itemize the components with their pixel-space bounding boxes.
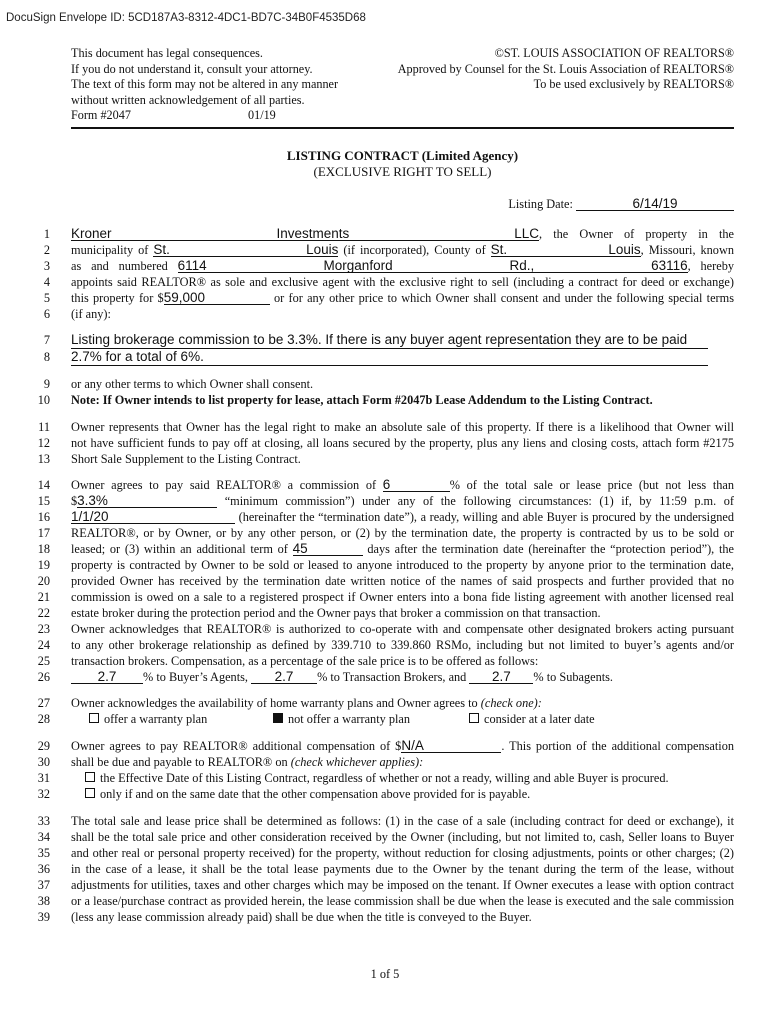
special-terms-line-2	[71, 349, 734, 366]
body-line: Short Sale Supplement to the Listing Contract.	[71, 452, 301, 466]
line-number: 32	[37, 787, 50, 801]
additional-compensation-field[interactable]: N/A	[401, 739, 501, 753]
text-segment: , hereby	[687, 259, 734, 273]
protection-period-line	[71, 541, 734, 557]
warranty-option-label: offer a warranty plan	[104, 712, 208, 726]
line-number: 28	[37, 712, 50, 726]
form-number-line	[71, 108, 338, 124]
municipality-line	[71, 242, 734, 258]
document-subtitle: (EXCLUSIVE RIGHT TO SELL)	[313, 164, 492, 179]
price-field[interactable]: 59,000	[164, 291, 270, 305]
form-date: 01/19	[248, 108, 276, 123]
termination-date-line	[71, 509, 734, 525]
text-segment: or for any other price to which Owner shall consent and under the following special terms	[273, 291, 734, 305]
listing-date-line	[71, 196, 734, 212]
minimum-commission-line	[71, 493, 734, 509]
body-line: Owner represents that Owner has the legal right to make an absolute sale of this property. If there is a likelihood that Owner will	[71, 420, 734, 434]
address-line	[71, 258, 734, 274]
payable-option-label: only if and on the same date that the other compensation above provided for is payable.	[100, 787, 531, 801]
body-line: or any other terms to which Owner shall consent.	[71, 377, 314, 391]
special-terms-field-2[interactable]: 2.7% for a total of 6%.	[71, 349, 708, 366]
disclaimer-line: If you do not understand it, consult your attorney.	[71, 61, 313, 76]
line-number: 11	[38, 420, 50, 434]
disclaimer-line: This document has legal consequences.	[71, 46, 263, 60]
body-line: to any other brokerage relationship as defined by 339.710 to 339.860 RSMo, including but not limited to buyer’s agents and/or	[71, 638, 734, 652]
text-segment: days after the termination date (hereinafter the “protection period”), the	[367, 542, 735, 556]
line-number: 37	[37, 878, 50, 892]
county-field[interactable]: St. Louis	[490, 242, 641, 257]
warranty-intro-line	[71, 695, 734, 711]
body-line: Owner acknowledges that REALTOR® is authorized to co-operate with and compensate other designated brokers acting pursuant	[71, 622, 734, 636]
line-number: 33	[37, 814, 50, 828]
body-line: (less any lease commission already paid) shall be due when the title is conveyed to the Buyer.	[71, 910, 532, 924]
disclaimer-line: without written acknowledgement of all parties.	[71, 92, 305, 107]
body-line: and other real or personal property received) for the property, without reduction for closing adjustments, points or other charges; (2)	[71, 846, 734, 860]
line-number: 22	[37, 606, 50, 620]
protection-days-field[interactable]: 45	[293, 542, 363, 556]
line-number: 36	[37, 862, 50, 876]
transaction-broker-pct-field[interactable]: 2.7	[251, 670, 317, 684]
header-association	[398, 46, 734, 93]
text-segment: $	[71, 494, 78, 508]
minimum-commission-field[interactable]: 3.3%	[77, 494, 217, 508]
text-segment: (check one):	[480, 696, 542, 710]
line-number: 14	[37, 478, 50, 492]
text-segment: . This portion of the additional compensation	[501, 739, 734, 753]
warranty-option-label: consider at a later date	[484, 712, 595, 726]
line-number: 27	[37, 696, 50, 710]
association-line: To be used exclusively by REALTORS®	[533, 77, 734, 92]
association-line: Approved by Counsel for the St. Louis Association of REALTORS®	[397, 61, 734, 76]
subagent-pct-field[interactable]: 2.7	[469, 670, 533, 684]
line-number: 9	[43, 377, 50, 391]
municipality-field[interactable]: St. Louis	[153, 242, 339, 257]
line-number: 1	[43, 227, 50, 241]
line-number: 2	[43, 243, 50, 257]
price-line	[71, 290, 734, 306]
text-segment: % to Subagents.	[533, 670, 613, 684]
text-segment: (hereinafter the “termination date”), a ready, willing and able Buyer is procured by the undersigned	[238, 510, 734, 524]
listing-date-label: Listing Date:	[508, 197, 573, 211]
line-number: 38	[37, 894, 50, 908]
text-segment: % of the total sale or lease price (but not less than	[449, 478, 734, 492]
line-number: 6	[43, 307, 50, 321]
body-line: or a lease/purchase contract as provided herein, the lease commission shall be due when the lease is executed and the sale commission	[71, 894, 734, 908]
body-line: The total sale and lease price shall be determined as follows: (1) in the case of a sale (including contract for deed or exchange), it	[71, 814, 734, 828]
body-line: shall be the total sale price and other consideration received by the Owner (including, but not limited to, cash, Seller loans to Buyer	[71, 830, 734, 844]
line-number: 17	[37, 526, 50, 540]
line-number: 19	[37, 558, 50, 572]
line-number: 10	[37, 393, 50, 407]
text-segment: leased; or (3) within an additional term of	[71, 542, 288, 556]
text-segment: shall be due and payable to REALTOR® on	[71, 755, 288, 769]
checkbox-checked-icon[interactable]	[273, 713, 283, 723]
text-segment: , the Owner of property in the	[539, 227, 734, 241]
owner-line	[71, 226, 734, 242]
line-number: 35	[37, 846, 50, 860]
line-number: 18	[37, 542, 50, 556]
text-segment: as and numbered	[71, 259, 168, 273]
payable-option-label: the Effective Date of this Listing Contract, regardless of whether or not a ready, willing and able Buyer is procured.	[100, 771, 669, 785]
text-segment: Owner acknowledges the availability of home warranty plans and Owner agrees to	[71, 696, 478, 710]
address-field[interactable]: 6114 Morganford Rd., 63116	[177, 258, 688, 273]
owner-field[interactable]: Kroner Investments LLC	[71, 226, 539, 241]
checkbox-empty-icon[interactable]	[85, 788, 95, 798]
warranty-option-later[interactable]	[469, 711, 595, 727]
buyer-agent-pct-field[interactable]: 2.7	[71, 670, 143, 684]
warranty-option-label: not offer a warranty plan	[288, 712, 411, 726]
line-number: 21	[37, 590, 50, 604]
checkbox-empty-icon[interactable]	[89, 713, 99, 723]
special-terms-line-1	[71, 332, 734, 349]
body-line: appoints said REALTOR® as sole and exclusive agent with the exclusive right to sell (including a contract for deed or exchange)	[71, 275, 734, 289]
payable-option-effective-date[interactable]	[71, 770, 734, 786]
warranty-option-offer[interactable]	[89, 711, 207, 727]
text-segment: this property for $	[71, 291, 164, 305]
line-number: 30	[37, 755, 50, 769]
association-line: ©ST. LOUIS ASSOCIATION OF REALTORS®	[494, 46, 734, 60]
line-number: 20	[37, 574, 50, 588]
commission-line	[71, 477, 734, 493]
special-terms-field-1[interactable]: Listing brokerage commission to be 3.3%. If there is any buyer agent representation they are to be paid	[71, 332, 708, 349]
text-segment: % to Buyer’s Agents,	[143, 670, 248, 684]
listing-date-field[interactable]: 6/14/19	[576, 197, 734, 211]
envelope-id: DocuSign Envelope ID: 5CD187A3-8312-4DC1-BD7C-34B0F4535D68	[6, 12, 366, 24]
text-segment: , Missouri, known	[640, 243, 734, 257]
warranty-option-decline[interactable]	[273, 711, 410, 727]
form-number: Form #2047	[71, 108, 131, 123]
line-number: 31	[37, 771, 50, 785]
checkbox-empty-icon[interactable]	[85, 772, 95, 782]
line-number: 5	[43, 291, 50, 305]
body-line: estate broker during the protection period and the Owner pays that broker a commission on that transaction.	[71, 606, 601, 620]
page-number: 1 of 5	[370, 967, 400, 981]
text-segment: municipality of	[71, 243, 149, 257]
line-number: 29	[37, 739, 50, 753]
header-divider	[71, 127, 734, 129]
payable-option-same-date[interactable]	[71, 786, 734, 802]
payable-intro-line	[71, 754, 734, 770]
body-line: transaction brokers. Compensation, as a percentage of the sale price is to be offered as follows:	[71, 654, 539, 668]
line-number: 4	[43, 275, 50, 289]
text-segment: “minimum commission”) under any of the following circumstances: (1) if, by 11:59 p.m. of	[224, 494, 734, 508]
line-number: 34	[37, 830, 50, 844]
line-number: 26	[37, 670, 50, 684]
text-segment: Owner agrees to pay REALTOR® additional compensation of $	[71, 739, 402, 753]
text-segment: (check whichever applies):	[290, 755, 424, 769]
body-line: adjustments for utilities, taxes and other charges which may be imposed on the tenant. If Owner executes a lease with option contract	[71, 878, 734, 892]
document-title: LISTING CONTRACT (Limited Agency)	[286, 148, 519, 163]
body-line: REALTOR®, or by Owner, or by any other person, or (2) by the termination date, the property is contracted by us to be sold or	[71, 526, 734, 540]
body-line: not have sufficient funds to pay off at closing, all loans secured by the property, plus any liens and closing costs, attach form #2175	[71, 436, 734, 450]
body-line: in the case of a lease, it shall be the total lease payments due to the Owner by the tenant during the term of the lease, without	[71, 862, 734, 876]
line-number: 15	[37, 494, 50, 508]
line-number: 7	[43, 333, 50, 347]
text-segment: (if incorporated), County of	[343, 243, 486, 257]
commission-field[interactable]: 6	[383, 478, 450, 492]
additional-compensation-line	[71, 738, 734, 754]
body-line: provided Owner has received by the termination date written notice of the names of said prospects and further provided that no	[71, 574, 734, 588]
line-number: 25	[37, 654, 50, 668]
line-number: 23	[37, 622, 50, 636]
body-line: property is contracted by Owner to be sold or leased to anyone introduced to the property by anyone prior to the termination date,	[71, 558, 734, 572]
body-line: (if any):	[71, 307, 111, 321]
line-number: 24	[37, 638, 50, 652]
line-number: 13	[37, 452, 50, 466]
checkbox-empty-icon[interactable]	[469, 713, 479, 723]
termination-date-field[interactable]: 1/1/20	[71, 510, 235, 524]
text-segment: Owner agrees to pay said REALTOR® a commission of	[71, 478, 377, 492]
line-number: 8	[43, 350, 50, 364]
line-number: 39	[37, 910, 50, 924]
cooperation-percentages-line	[71, 669, 734, 685]
body-line: commission is owed on a sale to a registered prospect if Owner enters into a bona fide listing agreement with another licensed real	[71, 590, 734, 604]
line-number: 3	[43, 259, 50, 273]
line-number: 16	[37, 510, 50, 524]
header-disclaimer	[71, 46, 338, 124]
text-segment: % to Transaction Brokers, and	[317, 670, 467, 684]
disclaimer-line: The text of this form may not be altered in any manner	[71, 77, 339, 92]
lease-note: Note: If Owner intends to list property for lease, attach Form #2047b Lease Addendum to the Listing Contract.	[71, 393, 653, 407]
line-number: 12	[37, 436, 50, 450]
